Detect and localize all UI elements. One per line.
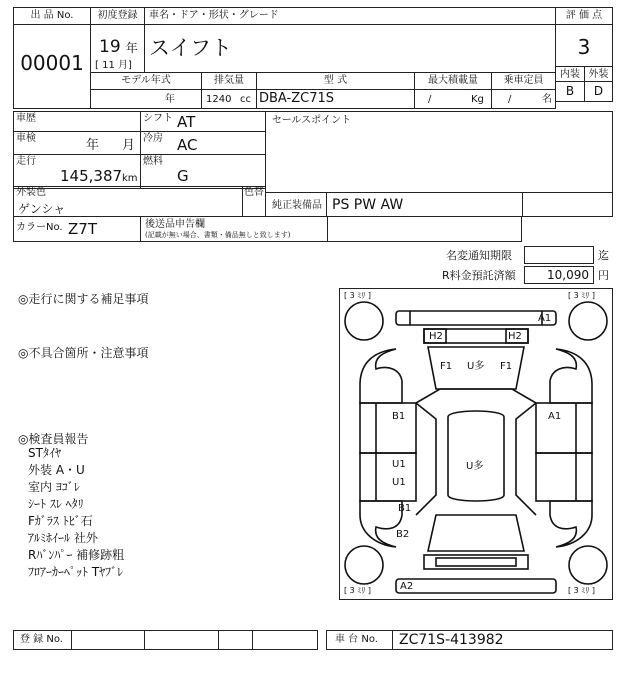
name-change-label: 名変通知期限 xyxy=(446,249,512,262)
tire-rear-left-icon xyxy=(345,546,383,584)
info-left-block xyxy=(13,111,266,189)
mark-glass-f1-left: F1 xyxy=(440,361,453,372)
mileage-value: 145,387 xyxy=(60,167,123,185)
mileage-unit: km xyxy=(122,173,138,184)
mark-glass-f1-right: F1 xyxy=(500,361,513,372)
recycle-box xyxy=(524,266,594,284)
inspection-month-unit: 月 xyxy=(122,138,136,153)
inspection-year-unit: 年 xyxy=(86,138,100,153)
left-front-door xyxy=(360,403,416,453)
color-no-label: カラーNo. xyxy=(16,222,63,233)
mark-right-front: A1 xyxy=(548,411,562,422)
right-rear-fender xyxy=(550,501,592,547)
right-front-door xyxy=(536,403,592,453)
fuel-label: 燃料 xyxy=(143,156,163,167)
rear-lamps-shape xyxy=(424,555,528,569)
model-cell xyxy=(256,90,414,108)
rating-label: 評 価 点 xyxy=(556,8,612,25)
first-reg-month-close: 月] xyxy=(118,60,132,71)
post-report-note: (記載が無い場合、書類・備品無しと致します) xyxy=(145,231,291,239)
history-cell xyxy=(14,112,140,132)
rear-glass-shape xyxy=(428,515,524,551)
ext-color-value: ゲンシャ xyxy=(18,202,66,216)
reg-cell-1 xyxy=(144,631,218,649)
capacity-cell xyxy=(491,90,555,108)
mileage-cell xyxy=(14,155,140,188)
post-report-box xyxy=(140,216,328,242)
tire-front-right-icon xyxy=(569,302,607,340)
inspector-report-lines xyxy=(28,446,124,582)
rating-value: 3 xyxy=(577,35,591,59)
shift-value: AT xyxy=(177,113,196,131)
reg-cell-3 xyxy=(252,631,317,649)
fuel-value: G xyxy=(177,167,189,185)
car-diagram xyxy=(339,288,613,600)
first-reg-year-value: 19 xyxy=(99,37,121,57)
mileage-label: 走行 xyxy=(16,156,36,167)
post-report-extra-box xyxy=(327,216,522,242)
recycle-label: R料金預託済額 xyxy=(442,269,516,282)
chassis-no-label: 車 台 No. xyxy=(335,634,378,645)
first-reg-month-open: [ xyxy=(95,60,99,71)
first-registration-box xyxy=(90,7,145,73)
first-reg-year-unit: 年 xyxy=(125,41,138,55)
ac-cell xyxy=(140,132,265,155)
spec-table xyxy=(90,72,556,109)
tire-depth-front-right: [ 3 ﾐﾘ ] xyxy=(568,291,595,300)
sales-point-label: セールスポイント xyxy=(272,115,352,126)
fuel-cell xyxy=(140,155,265,188)
inspection-cell xyxy=(14,132,140,155)
car-name-box xyxy=(144,7,556,73)
first-registration-label: 初度登録 xyxy=(91,8,144,25)
tire-depth-rear-left: [ 3 ﾐﾘ ] xyxy=(344,586,371,595)
interior-grade: B xyxy=(565,84,575,98)
color-no-value: Z7T xyxy=(68,220,97,238)
equipment-box xyxy=(265,192,613,217)
mark-left-rear-2: B2 xyxy=(396,529,410,540)
exterior-grade: D xyxy=(584,82,612,101)
equipment-value: PS PW AW xyxy=(332,197,404,213)
name-change-box xyxy=(524,246,594,264)
inspector-report-title: ◎検査員報告 xyxy=(18,432,89,446)
tire-front-left-icon xyxy=(345,302,383,340)
car-diagram-svg xyxy=(340,289,612,599)
shift-label: シフト xyxy=(143,113,173,124)
chassis-no-label-cell xyxy=(327,631,393,649)
exterior-label: 外装 xyxy=(584,66,612,82)
displacement-unit: cc xyxy=(240,94,251,105)
model-code: DBA-ZC71S xyxy=(259,91,335,106)
roof-shape xyxy=(448,411,504,501)
ext-color-box xyxy=(13,186,266,217)
lot-number-label: 出 品 No. xyxy=(14,8,90,25)
report-line: Rﾊﾞﾝﾊﾟｰ 補修跡粗 xyxy=(28,548,125,562)
ext-color-label: 外装色 xyxy=(16,187,46,198)
reg-cell-2 xyxy=(218,631,252,649)
lot-number-box xyxy=(13,7,91,109)
tire-depth-front-left: [ 3 ﾐﾘ ] xyxy=(344,291,371,300)
first-reg-month-value: 11 xyxy=(102,60,115,71)
ac-label: 冷房 xyxy=(143,133,163,144)
rear-lamp-inner xyxy=(436,558,516,566)
displacement-label: 排気量 xyxy=(201,73,256,90)
mark-left-rear-1: B1 xyxy=(398,503,412,514)
chassis-no-value: ZC71S-413982 xyxy=(399,632,504,648)
sales-point-box xyxy=(265,111,613,193)
left-rear-door xyxy=(360,453,416,501)
displacement-value: 1240 xyxy=(206,94,232,105)
inspection-label: 車検 xyxy=(16,133,36,144)
mark-roof: U多 xyxy=(466,461,484,472)
report-line: ﾌﾛｱｰｶｰﾍﾟｯﾄ Tﾔﾌﾞﾚ xyxy=(28,565,124,579)
mark-glass-u: U多 xyxy=(467,361,485,372)
name-change-unit: 迄 xyxy=(598,249,609,262)
color-change-label: 色替 xyxy=(244,187,264,198)
report-line: ｱﾙﾐﾎｲｰﾙ 社外 xyxy=(28,531,98,545)
driving-notes-title: ◎走行に関する補足事項 xyxy=(18,292,149,306)
mark-headlamp-left: H2 xyxy=(429,331,443,342)
interior-label: 内装 xyxy=(556,66,584,82)
max-load-label: 最大積載量 xyxy=(414,73,491,90)
recycle-amount: 10,090 xyxy=(547,268,589,282)
rating-box xyxy=(555,7,613,102)
report-line: 室内 ﾖｺﾞﾚ xyxy=(28,480,80,494)
displacement-cell xyxy=(201,90,256,108)
ac-value: AC xyxy=(177,136,198,154)
post-report-label: 後送品申告欄 xyxy=(145,219,205,230)
report-line: 外装 A・U xyxy=(28,463,85,477)
left-rear-fender xyxy=(360,501,402,547)
registration-no-label: 登 録 No. xyxy=(20,634,63,645)
recycle-unit: 円 xyxy=(598,269,609,282)
tire-rear-right-icon xyxy=(569,546,607,584)
lot-number: 00001 xyxy=(20,51,84,75)
registration-no-box xyxy=(13,630,318,650)
capacity-slash: / xyxy=(508,94,512,105)
first-reg-year xyxy=(99,37,138,56)
mark-left-front: B1 xyxy=(392,411,406,422)
history-label: 車歴 xyxy=(16,113,36,124)
mark-rear-bumper: A2 xyxy=(400,581,414,592)
cabin-shape xyxy=(416,403,536,515)
max-load-cell xyxy=(414,90,491,108)
chassis-no-box xyxy=(326,630,613,650)
shift-cell xyxy=(140,112,265,132)
mark-left-door-1: U1 xyxy=(392,459,406,470)
color-no-box xyxy=(13,216,141,242)
equipment-label: 純正装備品 xyxy=(272,200,322,211)
color-change-cell xyxy=(242,187,265,216)
defects-notes-title: ◎不具合箇所・注意事項 xyxy=(18,346,149,360)
tire-depth-rear-right: [ 3 ﾐﾘ ] xyxy=(568,586,595,595)
registration-no-label-cell xyxy=(14,631,72,649)
report-line: STﾀｲﾔ xyxy=(28,446,61,460)
report-line: Fｶﾞﾗｽ ﾄﾋﾞ石 xyxy=(28,514,93,528)
model-year-label: モデル年式 xyxy=(91,73,201,90)
max-load-unit: Kg xyxy=(471,94,484,105)
model-label: 型 式 xyxy=(256,73,414,90)
mark-front-bumper: A1 xyxy=(538,313,552,324)
rear-bumper-shape xyxy=(396,579,556,593)
hood-shape xyxy=(416,389,536,403)
equipment-label-cell xyxy=(266,193,327,216)
mark-left-door-2: U1 xyxy=(392,477,406,488)
equipment-extra-cell xyxy=(522,193,612,216)
capacity-unit: 名 xyxy=(542,94,552,105)
mark-headlamp-right: H2 xyxy=(508,331,522,342)
left-front-fender xyxy=(360,349,402,403)
report-line: ｼｰﾄ ｽﾚ ﾍﾀﾘ xyxy=(28,497,84,511)
car-name: スイフト xyxy=(149,36,232,60)
right-front-fender xyxy=(550,349,592,403)
max-load-slash: / xyxy=(428,94,432,105)
model-year-unit: 年 xyxy=(165,94,175,105)
right-rear-door xyxy=(536,453,592,501)
capacity-label: 乗車定員 xyxy=(491,73,555,90)
front-bumper-shape xyxy=(396,311,556,325)
car-name-label: 車名・ドア・形状・グレード xyxy=(145,8,555,25)
first-reg-month xyxy=(95,60,132,71)
